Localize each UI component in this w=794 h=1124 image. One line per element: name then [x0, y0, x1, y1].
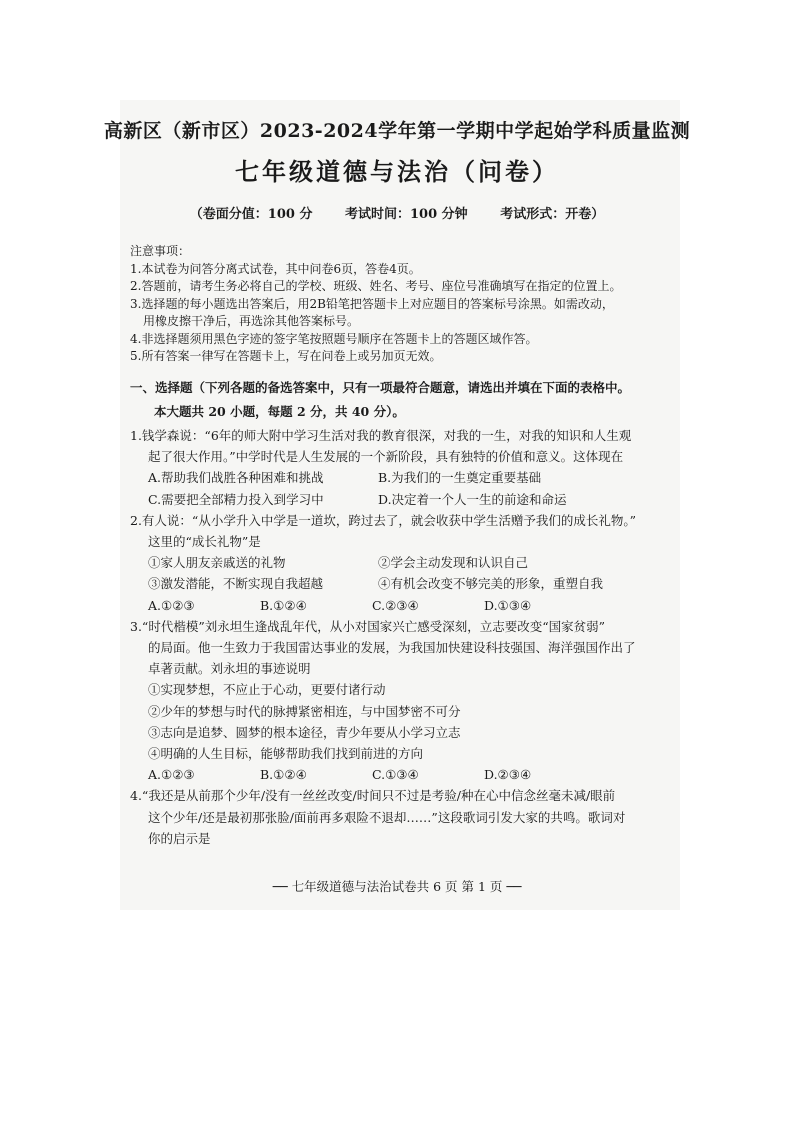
exam-form: 考试形式：开卷）: [500, 207, 605, 222]
statement-3: ③激发潜能，不断实现自我超越: [148, 576, 324, 592]
statement-3: ③志向是追梦、圆梦的根本途径，青少年要从小学习立志: [148, 724, 461, 740]
option-row: [130, 595, 675, 616]
exam-subtitle: 七年级道德与法治（问卷）: [235, 157, 559, 186]
question-stem: 3.“时代楷模”刘永坦生逢战乱年代，从小对国家兴亡感受深刻，立志要改变“国家贫弱”: [130, 618, 605, 634]
section-heading-line1: 一、选择题（下列各题的备选答案中，只有一项最符合题意，请选出并填在下面的表格中。: [130, 380, 631, 395]
option-b: B.为我们的一生奠定重要基础: [378, 470, 542, 486]
question-stem: 起了很大作用。”中学时代是人生发展的一个新阶段，具有独特的价值和意义。这体现在: [148, 449, 624, 465]
statement-2: ②少年的梦想与时代的脉搏紧密相连，与中国梦密不可分: [148, 703, 461, 719]
statement-row: [130, 573, 675, 594]
notice-item: 5.所有答案一律写在答题卡上，写在问卷上或另加页无效。: [130, 349, 442, 363]
statement-row: [130, 552, 675, 573]
option-b: B.①②④: [260, 597, 307, 613]
option-row: [130, 489, 675, 510]
notice-item: 用橡皮擦干净后，再选涂其他答案标号。: [143, 314, 360, 328]
question-2: [130, 510, 675, 616]
question-stem: 4.“我还是从前那个少年/没有一丝丝改变/时间只不过是考验/种在心中信念丝毫未减/眼前: [130, 788, 616, 804]
notice-block: [130, 243, 670, 366]
question-stem: 1.钱学森说：“6年的师大附中学习生活对我的教育很深，对我的一生，对我的知识和人生观: [130, 428, 632, 443]
statement-1: ①家人朋友亲戚送的礼物: [148, 555, 286, 571]
exam-score: （卷面分值：100 分: [189, 207, 313, 222]
option-b: B.①②④: [260, 767, 307, 783]
question-1: [130, 425, 675, 510]
notice-item: 1.本试卷为问答分离式试卷，其中问卷6页，答卷4页。: [130, 261, 421, 276]
option-a: A.①②③: [148, 597, 195, 613]
page-footer: ── 七年级道德与法治试卷共 6 页 第 1 页 ──: [272, 879, 522, 894]
question-stem: 2.有人说：“从小学升入中学是一道坎，跨过去了，就会收获中学生活赠予我们的成长礼物。”: [130, 512, 636, 528]
exam-time: 考试时间：100 分钟: [344, 207, 468, 222]
question-stem: 卓著贡献。刘永坦的事迹说明: [148, 661, 311, 677]
question-stem: 的局面。他一生致力于我国雷达事业的发展，为我国加快建设科技强国、海洋强国作出了: [148, 640, 636, 656]
option-d: D.①③④: [484, 597, 532, 613]
question-stem: 这个少年/还是最初那张脸/面前再多艰险不退却……”这段歌词引发大家的共鸣。歌词对: [148, 809, 626, 825]
exam-info: [0, 203, 794, 222]
exam-title: 高新区（新市区）2023-2024学年第一学期中学起始学科质量监测: [103, 120, 691, 142]
option-row: [130, 764, 675, 785]
question-4: [130, 785, 675, 849]
option-a: A.①②③: [148, 767, 195, 783]
option-c: C.②③④: [372, 597, 419, 613]
statement-1: ①实现梦想，不应止于心动，更要付诸行动: [148, 682, 386, 698]
notice-item: 3.选择题的每小题选出答案后，用2B铅笔把答题卡上对应题目的答案标号涂黑。如需改动，: [130, 296, 614, 311]
question-list: [130, 425, 675, 849]
option-a: A.帮助我们战胜各种困难和挑战: [148, 470, 324, 486]
statement-4: ④明确的人生目标，能够帮助我们找到前进的方向: [148, 746, 424, 762]
section-heading: [130, 376, 675, 424]
option-c: C.需要把全部精力投入到学习中: [148, 491, 324, 507]
question-stem: 这里的“成长礼物”是: [148, 534, 261, 550]
question-stem: 你的启示是: [148, 830, 211, 846]
notice-item: 2.答题前，请考生务必将自己的学校、班级、姓名、考号、座位号准确填写在指定的位置上。: [130, 279, 622, 293]
notice-heading: 注意事项：: [130, 244, 191, 258]
notice-item: 4.非选择题须用黑色字迹的签字笔按照题号顺序在答题卡上的答题区域作答。: [130, 331, 538, 346]
question-3: [130, 616, 675, 786]
statement-2: ②学会主动发现和认识自己: [378, 555, 529, 571]
option-d: D.决定着一个人一生的前途和命运: [378, 491, 567, 507]
option-c: C.①③④: [372, 767, 419, 783]
section-heading-line2: 本大题共 20 小题，每题 2 分，共 40 分）。: [154, 404, 405, 419]
option-row: [130, 467, 675, 488]
option-d: D.②③④: [484, 767, 532, 783]
statement-4: ④有机会改变不够完美的形象，重塑自我: [378, 576, 604, 592]
